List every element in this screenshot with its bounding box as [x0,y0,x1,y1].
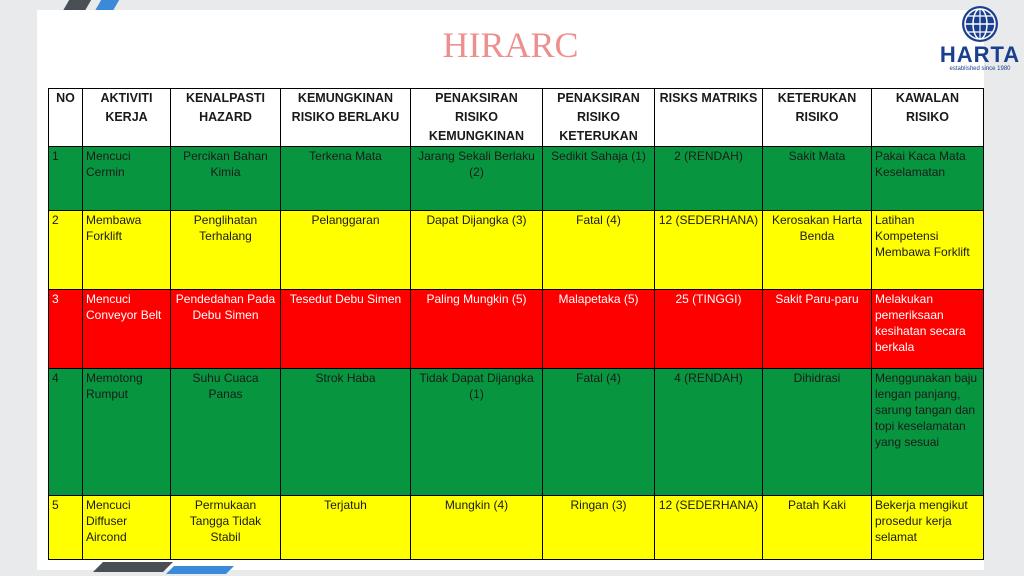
cell-risk-matrix: 2 (RENDAH) [655,147,763,211]
cell-penaksiran-keterukan: Fatal (4) [543,211,655,290]
hirarc-table [48,88,984,560]
cell-kawalan: Latihan Kompetensi Membawa Forklift [872,211,984,290]
cell-penaksiran-keterukan: Ringan (3) [543,496,655,560]
decor-stripe [93,562,173,572]
globe-icon [960,4,1000,44]
cell-penaksiran-keterukan: Malapetaka (5) [543,290,655,369]
cell-penaksiran-kemungkinan: Dapat Dijangka (3) [411,211,543,290]
cell-kawalan: Melakukan pemeriksaan kesihatan secara berkala [872,290,984,369]
cell-penaksiran-kemungkinan: Jarang Sekali Berlaku (2) [411,147,543,211]
cell-penaksiran-kemungkinan: Mungkin (4) [411,496,543,560]
cell-kemungkinan: Pelanggaran [281,211,411,290]
cell-risk-matrix: 25 (TINGGI) [655,290,763,369]
cell-aktiviti: Membawa Forklift [83,211,171,290]
cell-penaksiran-kemungkinan: Tidak Dapat Dijangka (1) [411,369,543,496]
header-keterukan-risiko: KETERUKAN RISIKO [763,89,872,147]
cell-keterukan: Sakit Paru-paru [763,290,872,369]
cell-hazard: Percikan Bahan Kimia [171,147,281,211]
cell-no: 5 [49,496,83,560]
header-aktiviti-kerja: AKTIVITI KERJA [83,89,171,147]
cell-keterukan: Patah Kaki [763,496,872,560]
table-row [49,290,984,369]
table-row [49,496,984,560]
cell-penaksiran-keterukan: Fatal (4) [543,369,655,496]
company-logo [938,4,1022,74]
cell-keterukan: Dihidrasi [763,369,872,496]
cell-hazard: Penglihatan Terhalang [171,211,281,290]
cell-no: 3 [49,290,83,369]
table-row [49,147,984,211]
cell-aktiviti: Mencuci Conveyor Belt [83,290,171,369]
logo-tagline: established since 1980 [949,66,1011,72]
cell-no: 2 [49,211,83,290]
cell-hazard: Permukaan Tangga Tidak Stabil [171,496,281,560]
header-kemungkinan-risiko: KEMUNGKINAN RISIKO BERLAKU [281,89,411,147]
cell-kawalan: Menggunakan baju lengan panjang, sarung tangan dan topi keselamatan yang sesuai [872,369,984,496]
cell-penaksiran-kemungkinan: Paling Mungkin (5) [411,290,543,369]
cell-kemungkinan: Terjatuh [281,496,411,560]
table-header-row [49,89,984,147]
cell-aktiviti: Mencuci Cermin [83,147,171,211]
table-row [49,369,984,496]
cell-penaksiran-keterukan: Sedikit Sahaja (1) [543,147,655,211]
cell-kemungkinan: Tesedut Debu Simen [281,290,411,369]
header-risks-matriks: RISKS MATRIKS [655,89,763,147]
cell-kawalan: Bekerja mengikut prosedur kerja selamat [872,496,984,560]
header-kawalan-risiko: KAWALAN RISIKO [872,89,984,147]
cell-aktiviti: Memotong Rumput [83,369,171,496]
header-no: NO [49,89,83,147]
slide-title: HIRARC [442,25,579,65]
cell-no: 4 [49,369,83,496]
cell-hazard: Pendedahan Pada Debu Simen [171,290,281,369]
cell-kemungkinan: Terkena Mata [281,147,411,211]
cell-risk-matrix: 12 (SEDERHANA) [655,211,763,290]
cell-kawalan: Pakai Kaca Mata Keselamatan [872,147,984,211]
cell-risk-matrix: 12 (SEDERHANA) [655,496,763,560]
cell-no: 1 [49,147,83,211]
cell-kemungkinan: Strok Haba [281,369,411,496]
logo-name: HARTA [939,42,1021,67]
header-kenalpasti-hazard: KENALPASTI HAZARD [171,89,281,147]
header-penaksiran-kemungkinan: PENAKSIRAN RISIKO KEMUNGKINAN [411,89,543,147]
cell-keterukan: Sakit Mata [763,147,872,211]
cell-risk-matrix: 4 (RENDAH) [655,369,763,496]
cell-hazard: Suhu Cuaca Panas [171,369,281,496]
table-row [49,211,984,290]
cell-keterukan: Kerosakan Harta Benda [763,211,872,290]
cell-aktiviti: Mencuci Diffuser Aircond [83,496,171,560]
decor-stripe [166,566,234,574]
header-penaksiran-keterukan: PENAKSIRAN RISIKO KETERUKAN [543,89,655,147]
